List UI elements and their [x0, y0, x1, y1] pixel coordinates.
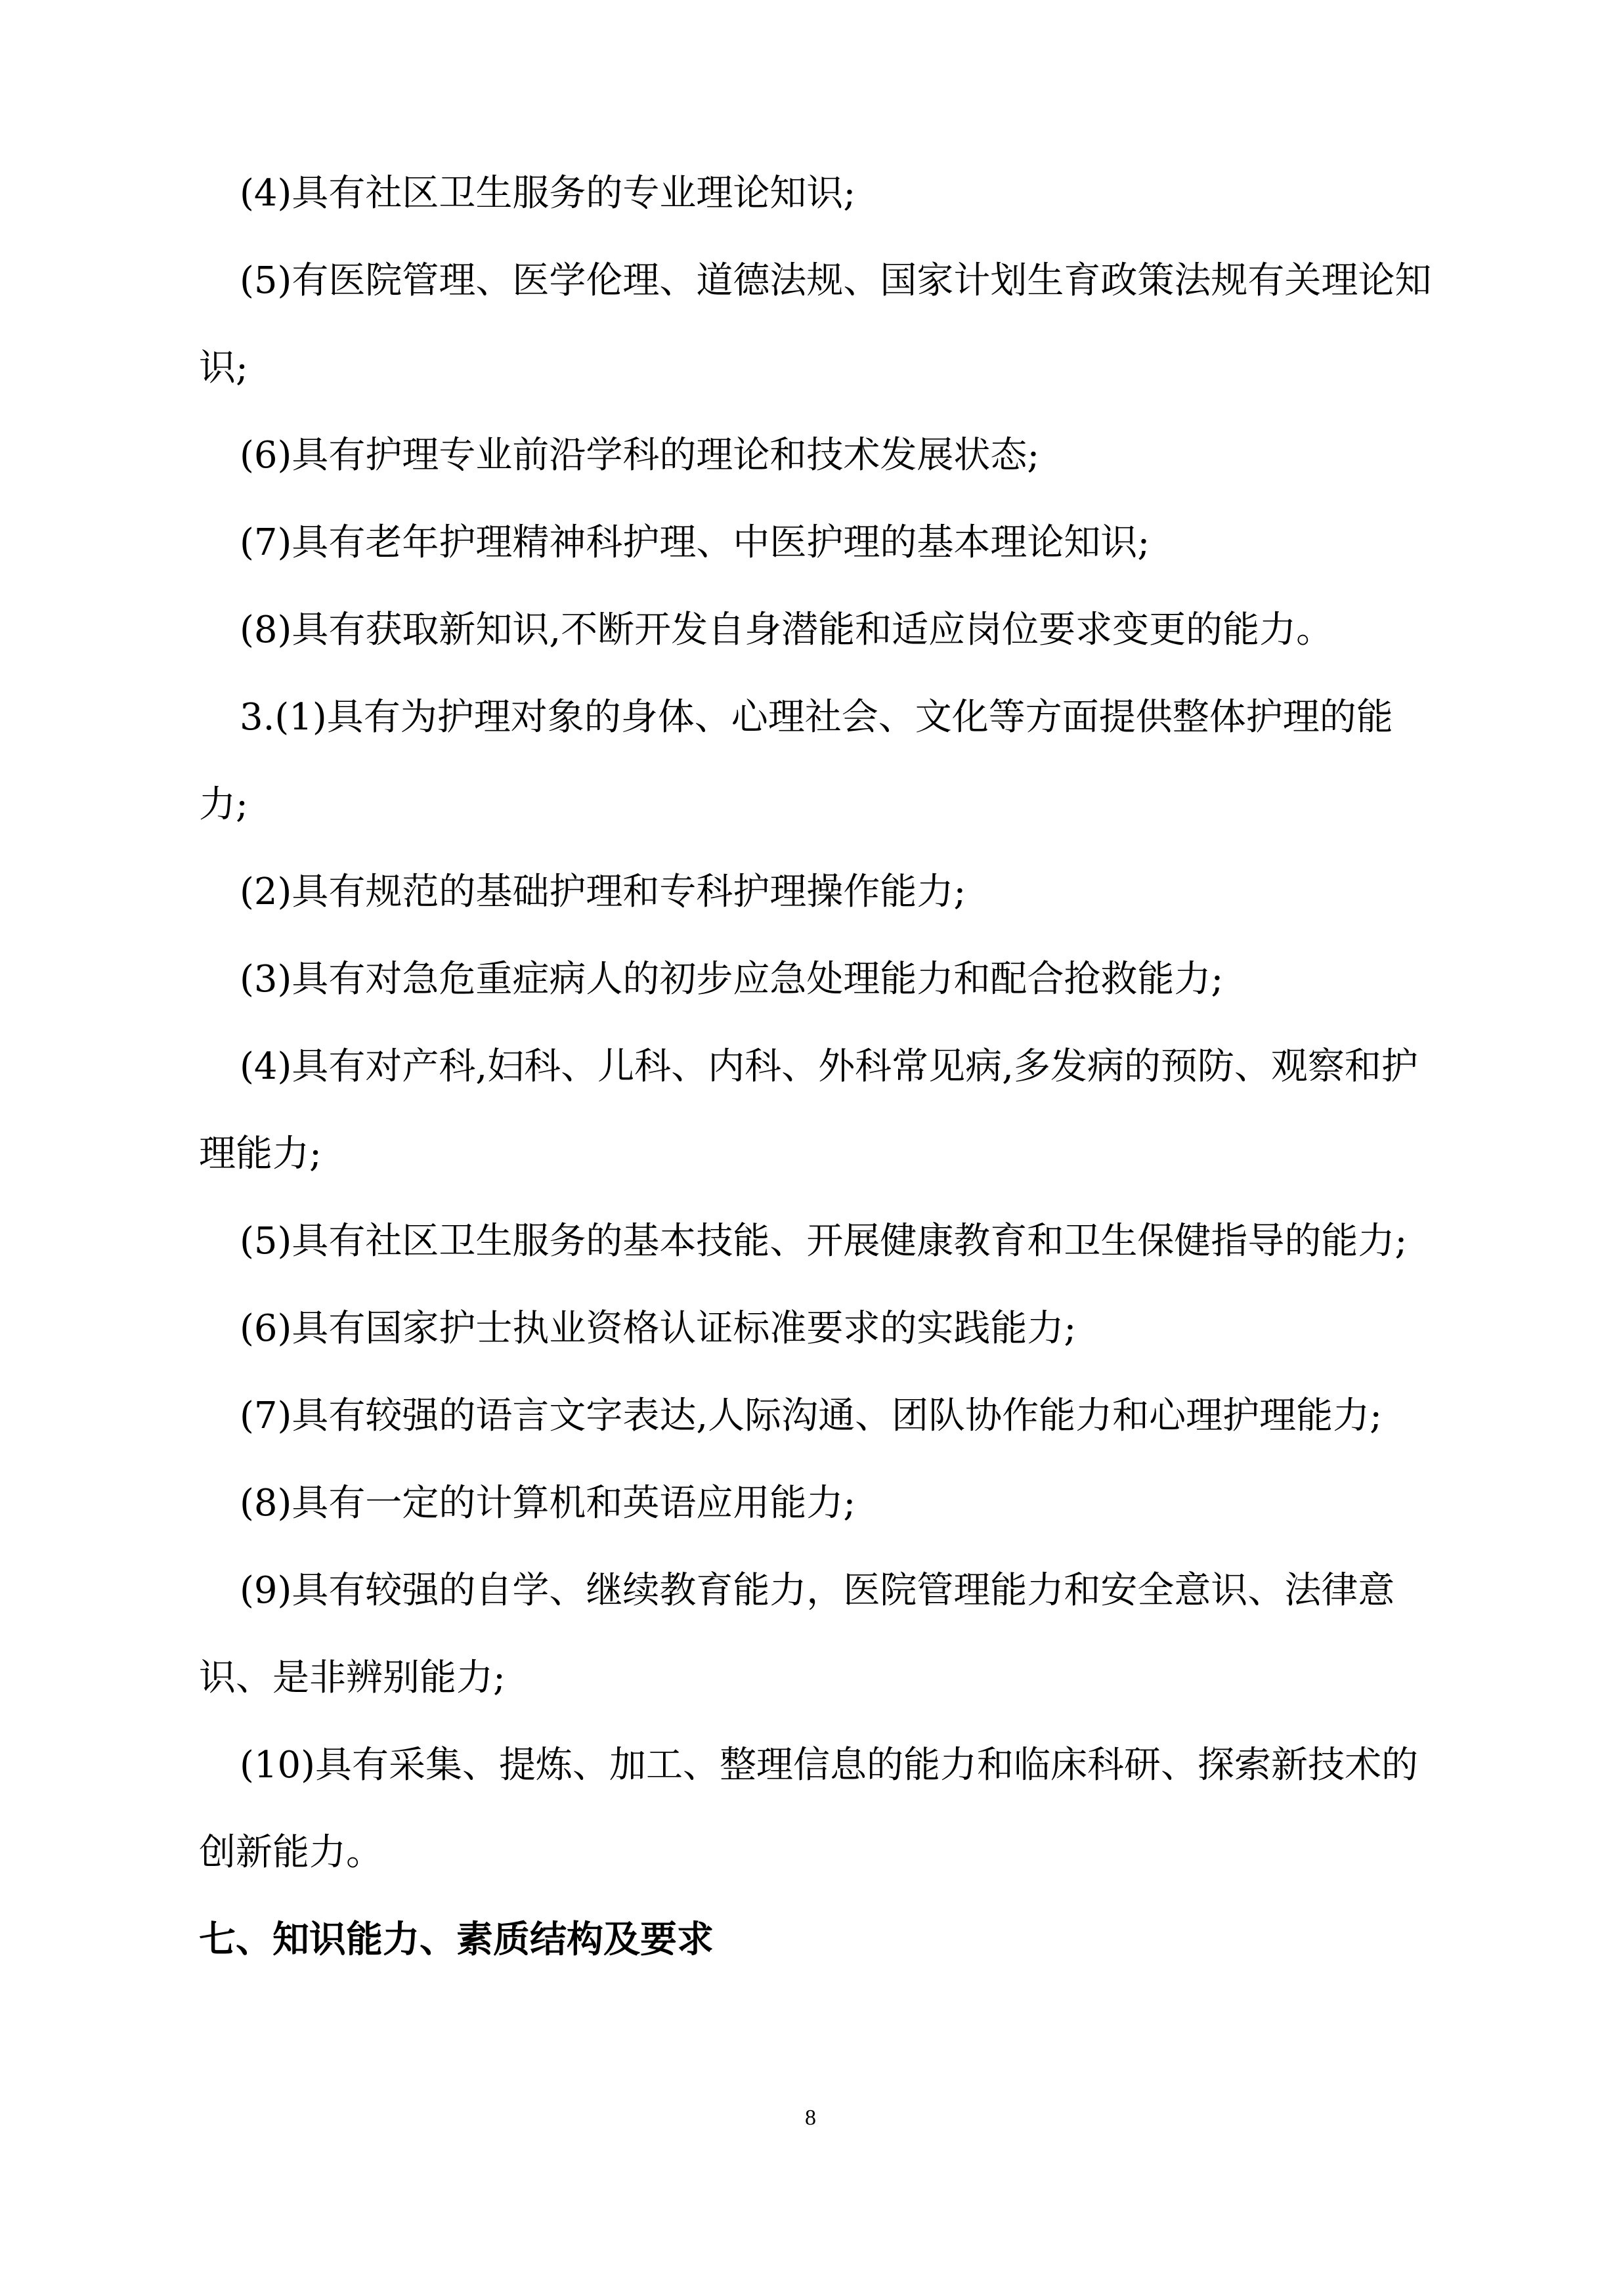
paragraph-9-self-learning: (9)具有较强的自学、继续教育能力，医院管理能力和安全意识、法律意识、是非辨别能力; — [199, 1569, 1395, 1699]
paragraph-5-community-skills: (5)具有社区卫生服务的基本技能、开展健康教育和卫生保健指导的能力; — [240, 1220, 1408, 1263]
paragraph-6-certification: (6)具有国家护士执业资格认证标准要求的实践能力; — [240, 1307, 1077, 1350]
paragraph-7-elderly-care-knowledge: (7)具有老年护理精神科护理、中医护理的基本理论知识; — [240, 521, 1150, 564]
body-text — [199, 150, 1433, 1983]
paragraph-2-basic-nursing: (2)具有规范的基础护理和专科护理操作能力; — [240, 871, 966, 913]
paragraph-4-specialty-care: (4)具有对产科,妇科、儿科、内科、外科常见病,多发病的预防、观察和护理能力; — [199, 1045, 1418, 1175]
paragraph-8-learning-ability: (8)具有获取新知识,不断开发自身潜能和适应岗位要求变更的能力。 — [240, 609, 1333, 651]
paragraph-4-community-knowledge: (4)具有社区卫生服务的专业理论知识; — [240, 172, 856, 215]
section-heading: 七、知识能力、素质结构及要求 — [199, 1918, 714, 1961]
paragraph-7-communication: (7)具有较强的语言文字表达,人际沟通、团队协作能力和心理护理能力; — [240, 1395, 1382, 1437]
paragraph-3-emergency: (3)具有对急危重症病人的初步应急处理能力和配合抢救能力; — [240, 958, 1224, 1001]
paragraph-6-frontier-knowledge: (6)具有护理专业前沿学科的理论和技术发展状态; — [240, 434, 1040, 477]
paragraph-3-1-holistic-care: 3.(1)具有为护理对象的身体、心理社会、文化等方面提供整体护理的能力; — [199, 696, 1393, 826]
paragraph-8-computer-english: (8)具有一定的计算机和英语应用能力; — [240, 1482, 856, 1525]
paragraph-10-innovation: (10)具有采集、提炼、加工、整理信息的能力和临床科研、探索新技术的创新能力。 — [199, 1744, 1418, 1874]
paragraph-5-management-knowledge: (5)有医院管理、医学伦理、道德法规、国家计划生育政策法规有关理论知识; — [199, 259, 1432, 389]
page-number: 8 — [805, 2106, 816, 2130]
